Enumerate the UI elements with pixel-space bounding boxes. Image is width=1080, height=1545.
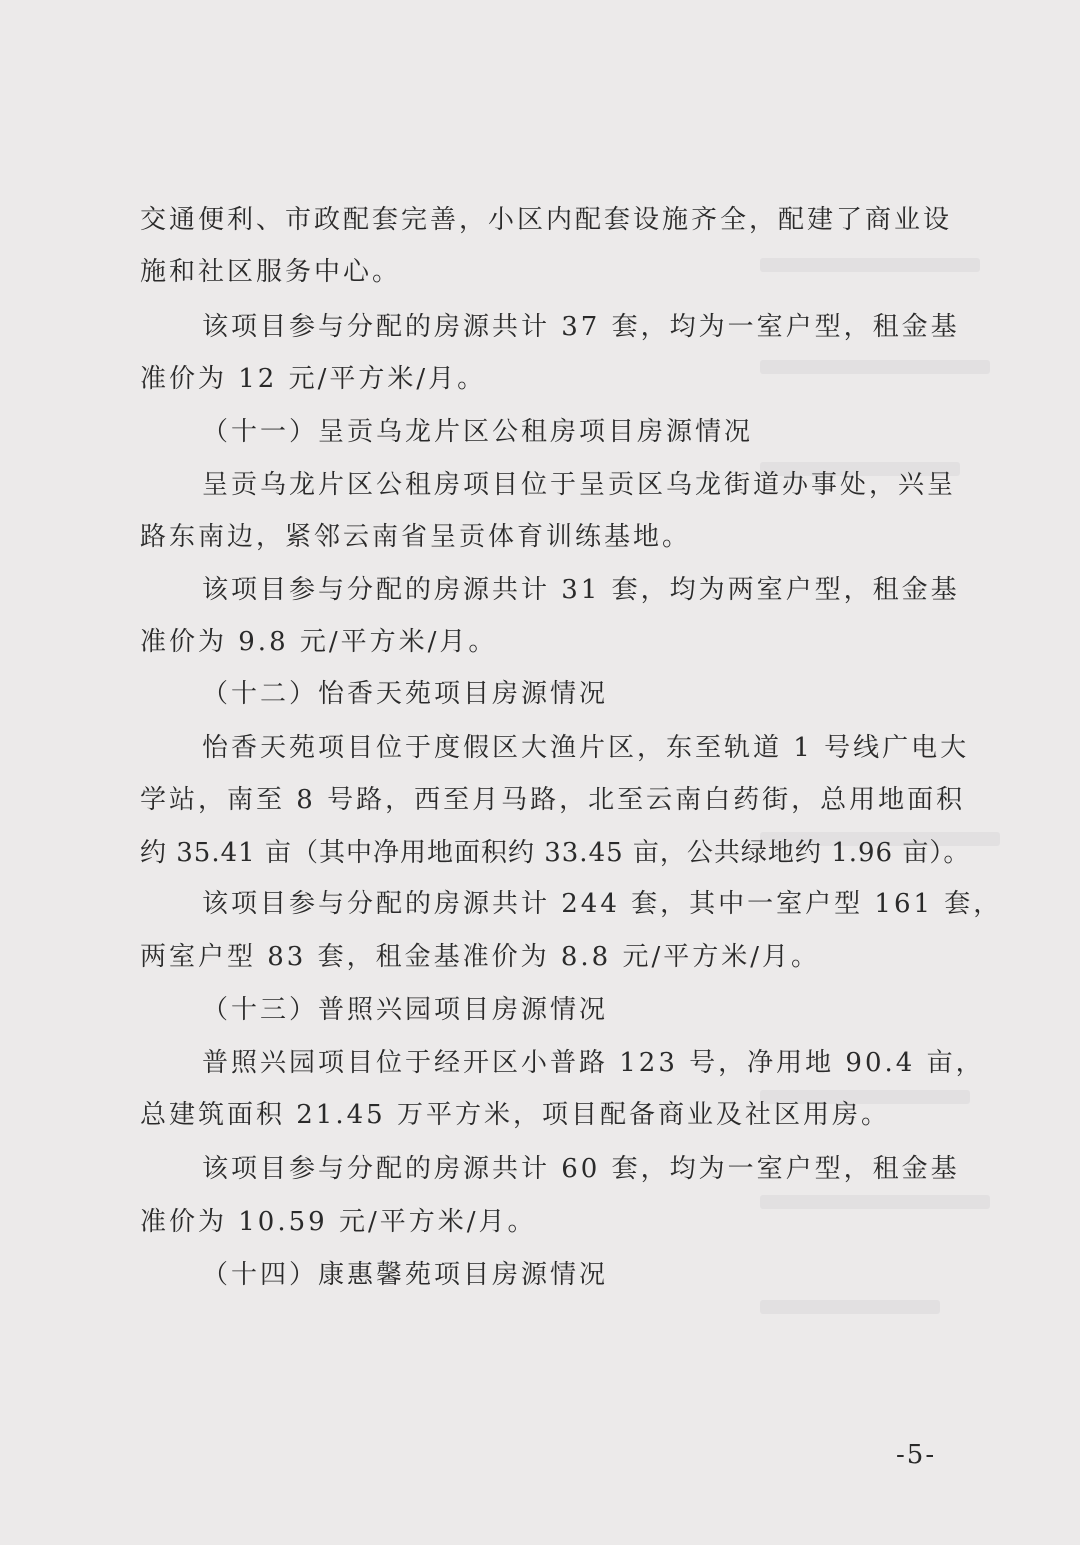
body-text-line: 呈贡乌龙片区公租房项目位于呈贡区乌龙街道办事处，兴呈: [202, 470, 957, 500]
section-heading: （十三）普照兴园项目房源情况: [202, 995, 609, 1025]
section-heading: （十一）呈贡乌龙片区公租房项目房源情况: [202, 417, 754, 447]
bleed-through-mark: [760, 258, 980, 272]
bleed-through-mark: [760, 1300, 940, 1314]
body-text-line: 路东南边，紧邻云南省呈贡体育训练基地。: [140, 522, 692, 552]
body-text-line: 总建筑面积 21.45 万平方米，项目配备商业及社区用房。: [140, 1100, 890, 1130]
section-heading: （十四）康惠馨苑项目房源情况: [202, 1260, 609, 1290]
body-text-line: 准价为 10.59 元/平方米/月。: [140, 1207, 537, 1237]
body-text-line: 准价为 9.8 元/平方米/月。: [140, 627, 498, 657]
body-text-line: 该项目参与分配的房源共计 31 套，均为两室户型，租金基: [202, 575, 960, 605]
body-text-line: 学站，南至 8 号路，西至月马路，北至云南白药街，总用地面积: [140, 785, 966, 815]
bleed-through-mark: [760, 1195, 990, 1209]
body-text-line: 施和社区服务中心。: [140, 257, 402, 287]
bleed-through-mark: [760, 360, 990, 374]
body-text-line: 该项目参与分配的房源共计 60 套，均为一室户型，租金基: [202, 1154, 960, 1184]
body-text-line: 怡香天苑项目位于度假区大渔片区，东至轨道 1 号线广电大: [202, 733, 970, 763]
section-heading: （十二）怡香天苑项目房源情况: [202, 679, 609, 709]
body-text-line: 交通便利、市政配套完善，小区内配套设施齐全，配建了商业设: [140, 205, 953, 235]
page-number: -5-: [896, 1440, 937, 1470]
body-text-line: 该项目参与分配的房源共计 37 套，均为一室户型，租金基: [202, 312, 960, 342]
body-text-line: 该项目参与分配的房源共计 244 套，其中一室户型 161 套，: [202, 889, 1003, 919]
body-text-line: 两室户型 83 套，租金基准价为 8.8 元/平方米/月。: [140, 942, 821, 972]
body-text-line: 准价为 12 元/平方米/月。: [140, 364, 487, 394]
body-text-line: 约 35.41 亩（其中净用地面积约 33.45 亩，公共绿地约 1.96 亩）。: [140, 838, 971, 868]
body-text-line: 普照兴园项目位于经开区小普路 123 号，净用地 90.4 亩，: [202, 1048, 985, 1078]
